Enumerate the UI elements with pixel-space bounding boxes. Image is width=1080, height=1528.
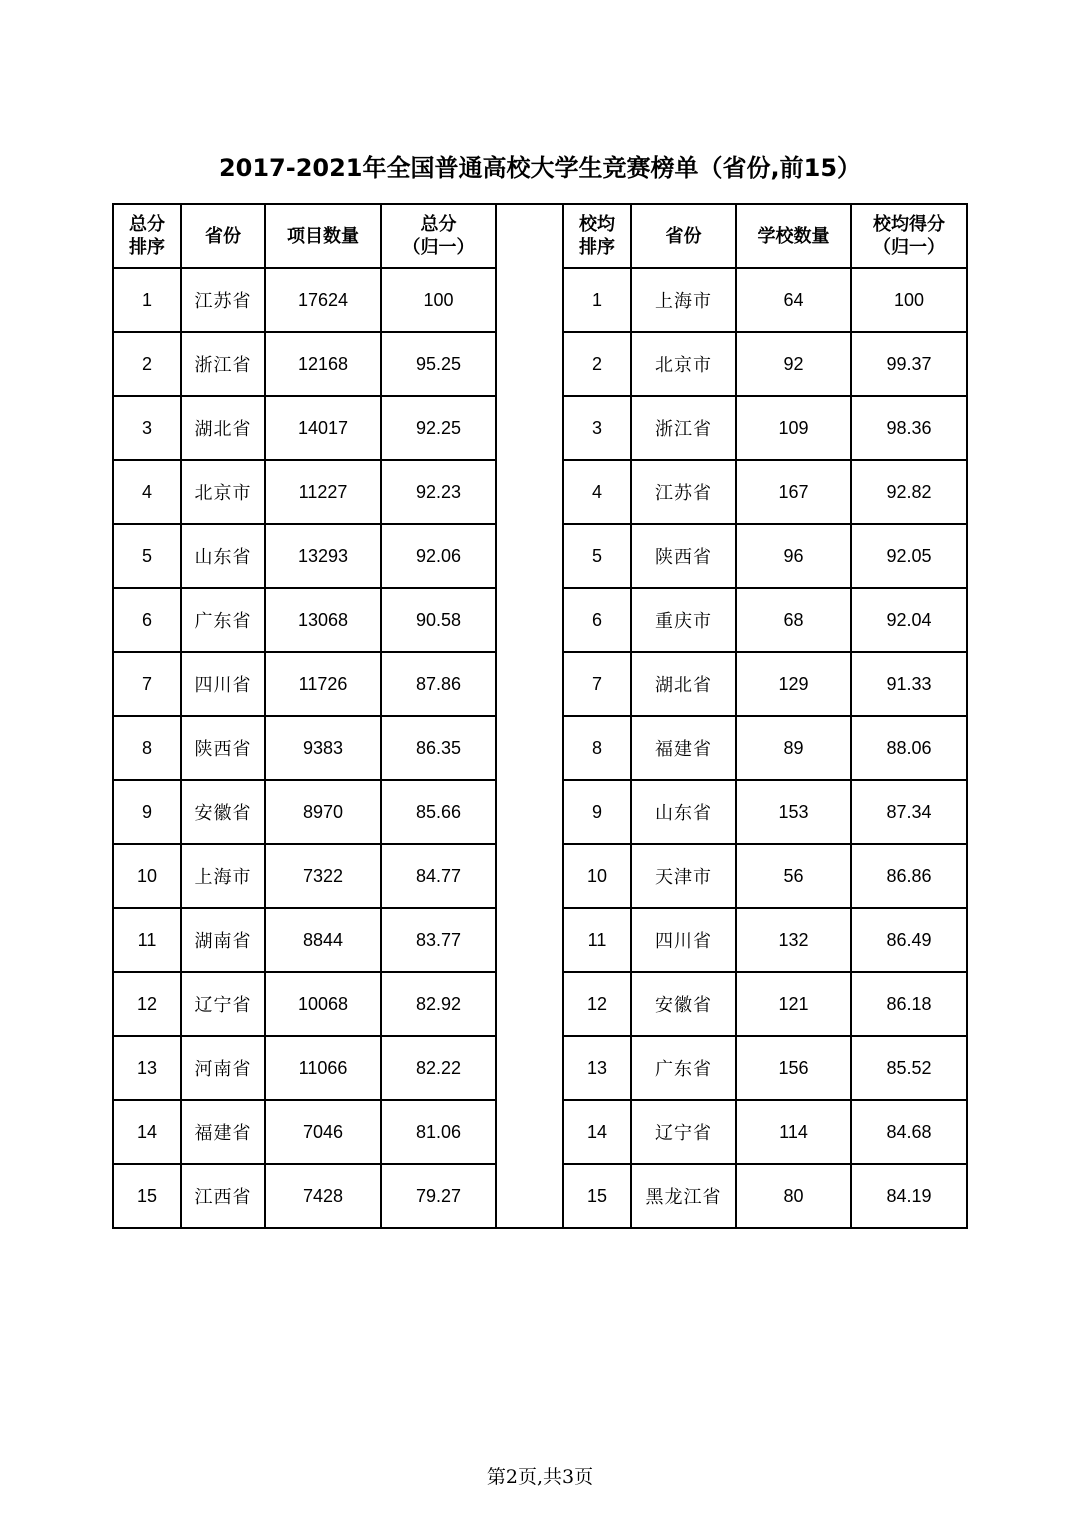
left-rank-cell: 3 (113, 396, 181, 460)
left-score-cell: 79.27 (381, 1164, 496, 1228)
left-header-total-rank (113, 204, 181, 268)
right-rank-cell: 11 (563, 908, 631, 972)
right-count-cell: 80 (736, 1164, 851, 1228)
right-score-cell: 84.19 (851, 1164, 967, 1228)
left-province-cell: 江西省 (181, 1164, 265, 1228)
right-count-cell: 56 (736, 844, 851, 908)
left-count-cell: 9383 (265, 716, 381, 780)
right-score-cell: 87.34 (851, 780, 967, 844)
left-rank-cell: 9 (113, 780, 181, 844)
left-score-cell: 83.77 (381, 908, 496, 972)
left-province-cell: 福建省 (181, 1100, 265, 1164)
right-score-cell: 92.04 (851, 588, 967, 652)
right-rank-cell: 15 (563, 1164, 631, 1228)
right-count-cell: 109 (736, 396, 851, 460)
right-province-cell: 辽宁省 (631, 1100, 736, 1164)
left-count-cell: 7046 (265, 1100, 381, 1164)
right-province-cell: 山东省 (631, 780, 736, 844)
right-count-cell: 89 (736, 716, 851, 780)
right-rank-cell: 9 (563, 780, 631, 844)
right-province-cell: 湖北省 (631, 652, 736, 716)
left-count-cell: 17624 (265, 268, 381, 332)
right-rank-cell: 13 (563, 1036, 631, 1100)
right-count-cell: 156 (736, 1036, 851, 1100)
right-province-cell: 广东省 (631, 1036, 736, 1100)
right-score-cell: 91.33 (851, 652, 967, 716)
left-score-cell: 86.35 (381, 716, 496, 780)
left-score-cell: 92.25 (381, 396, 496, 460)
left-score-cell: 84.77 (381, 844, 496, 908)
left-header-province (181, 204, 265, 268)
right-count-cell: 64 (736, 268, 851, 332)
left-score-cell: 82.92 (381, 972, 496, 1036)
right-score-cell: 92.82 (851, 460, 967, 524)
left-count-cell: 13068 (265, 588, 381, 652)
left-score-cell: 90.58 (381, 588, 496, 652)
right-score-cell: 86.49 (851, 908, 967, 972)
left-count-cell: 13293 (265, 524, 381, 588)
right-score-cell: 88.06 (851, 716, 967, 780)
left-province-cell: 广东省 (181, 588, 265, 652)
right-rank-cell: 5 (563, 524, 631, 588)
left-score-cell: 95.25 (381, 332, 496, 396)
left-rank-cell: 11 (113, 908, 181, 972)
left-rank-cell: 14 (113, 1100, 181, 1164)
left-province-cell: 北京市 (181, 460, 265, 524)
left-rank-cell: 4 (113, 460, 181, 524)
right-score-cell: 92.05 (851, 524, 967, 588)
left-rank-cell: 15 (113, 1164, 181, 1228)
left-score-cell: 81.06 (381, 1100, 496, 1164)
header-text: 总分 (129, 214, 165, 235)
header-text: 排序 (129, 237, 165, 258)
right-rank-cell: 8 (563, 716, 631, 780)
right-rank-cell: 1 (563, 268, 631, 332)
page-title: 2017-2021年全国普通高校大学生竞赛榜单（省份,前15） (218, 154, 862, 182)
left-province-cell: 辽宁省 (181, 972, 265, 1036)
right-score-cell: 86.86 (851, 844, 967, 908)
left-header-total-score (381, 204, 496, 268)
right-rank-cell: 6 (563, 588, 631, 652)
right-province-cell: 北京市 (631, 332, 736, 396)
left-rank-cell: 2 (113, 332, 181, 396)
left-province-cell: 浙江省 (181, 332, 265, 396)
ranking-table-body (113, 204, 967, 1228)
right-score-cell: 100 (851, 268, 967, 332)
ranking-table (112, 203, 968, 1229)
left-province-cell: 湖北省 (181, 396, 265, 460)
table-header-row (113, 204, 967, 268)
right-count-cell: 153 (736, 780, 851, 844)
left-province-cell: 山东省 (181, 524, 265, 588)
right-header-avg-rank (563, 204, 631, 268)
right-count-cell: 129 (736, 652, 851, 716)
right-rank-cell: 14 (563, 1100, 631, 1164)
left-count-cell: 14017 (265, 396, 381, 460)
right-province-cell: 江苏省 (631, 460, 736, 524)
left-rank-cell: 7 (113, 652, 181, 716)
page-footer: 第2页,共3页 (486, 1466, 594, 1488)
left-score-cell: 87.86 (381, 652, 496, 716)
left-count-cell: 8844 (265, 908, 381, 972)
left-rank-cell: 5 (113, 524, 181, 588)
left-province-cell: 上海市 (181, 844, 265, 908)
header-text: 项目数量 (287, 225, 359, 247)
left-province-cell: 四川省 (181, 652, 265, 716)
right-province-cell: 重庆市 (631, 588, 736, 652)
left-count-cell: 11227 (265, 460, 381, 524)
right-header-avg-score (851, 204, 967, 268)
right-score-cell: 84.68 (851, 1100, 967, 1164)
right-province-cell: 天津市 (631, 844, 736, 908)
right-province-cell: 陕西省 (631, 524, 736, 588)
right-count-cell: 96 (736, 524, 851, 588)
left-count-cell: 7322 (265, 844, 381, 908)
left-count-cell: 12168 (265, 332, 381, 396)
left-count-cell: 11726 (265, 652, 381, 716)
right-count-cell: 68 (736, 588, 851, 652)
header-text: 学校数量 (757, 225, 830, 247)
header-text: （归一） (873, 237, 945, 258)
right-count-cell: 167 (736, 460, 851, 524)
right-score-cell: 85.52 (851, 1036, 967, 1100)
header-text: （归一） (402, 237, 475, 258)
right-count-cell: 92 (736, 332, 851, 396)
left-province-cell: 陕西省 (181, 716, 265, 780)
right-province-cell: 浙江省 (631, 396, 736, 460)
left-score-cell: 85.66 (381, 780, 496, 844)
right-province-cell: 黑龙江省 (631, 1164, 736, 1228)
right-province-cell: 上海市 (631, 268, 736, 332)
left-score-cell: 82.22 (381, 1036, 496, 1100)
table-gap-column (496, 204, 563, 1228)
left-score-cell: 92.23 (381, 460, 496, 524)
right-province-cell: 安徽省 (631, 972, 736, 1036)
header-text: 省份 (665, 225, 702, 247)
right-rank-cell: 2 (563, 332, 631, 396)
left-province-cell: 湖南省 (181, 908, 265, 972)
right-rank-cell: 3 (563, 396, 631, 460)
header-text: 校均 (579, 214, 615, 235)
header-text: 总分 (420, 214, 457, 235)
left-score-cell: 92.06 (381, 524, 496, 588)
left-rank-cell: 1 (113, 268, 181, 332)
left-province-cell: 安徽省 (181, 780, 265, 844)
header-text: 排序 (579, 237, 615, 258)
right-header-school-count (736, 204, 851, 268)
left-rank-cell: 10 (113, 844, 181, 908)
right-province-cell: 四川省 (631, 908, 736, 972)
left-count-cell: 10068 (265, 972, 381, 1036)
right-header-province (631, 204, 736, 268)
left-count-cell: 8970 (265, 780, 381, 844)
right-score-cell: 98.36 (851, 396, 967, 460)
left-score-cell: 100 (381, 268, 496, 332)
right-rank-cell: 12 (563, 972, 631, 1036)
header-text: 省份 (205, 225, 241, 247)
right-count-cell: 114 (736, 1100, 851, 1164)
left-count-cell: 7428 (265, 1164, 381, 1228)
right-count-cell: 121 (736, 972, 851, 1036)
right-count-cell: 132 (736, 908, 851, 972)
left-header-item-count (265, 204, 381, 268)
header-text: 校均得分 (873, 214, 945, 235)
right-rank-cell: 7 (563, 652, 631, 716)
left-province-cell: 河南省 (181, 1036, 265, 1100)
right-rank-cell: 4 (563, 460, 631, 524)
right-score-cell: 99.37 (851, 332, 967, 396)
left-rank-cell: 13 (113, 1036, 181, 1100)
right-rank-cell: 10 (563, 844, 631, 908)
left-rank-cell: 6 (113, 588, 181, 652)
left-count-cell: 11066 (265, 1036, 381, 1100)
left-rank-cell: 8 (113, 716, 181, 780)
right-score-cell: 86.18 (851, 972, 967, 1036)
left-rank-cell: 12 (113, 972, 181, 1036)
right-province-cell: 福建省 (631, 716, 736, 780)
left-province-cell: 江苏省 (181, 268, 265, 332)
